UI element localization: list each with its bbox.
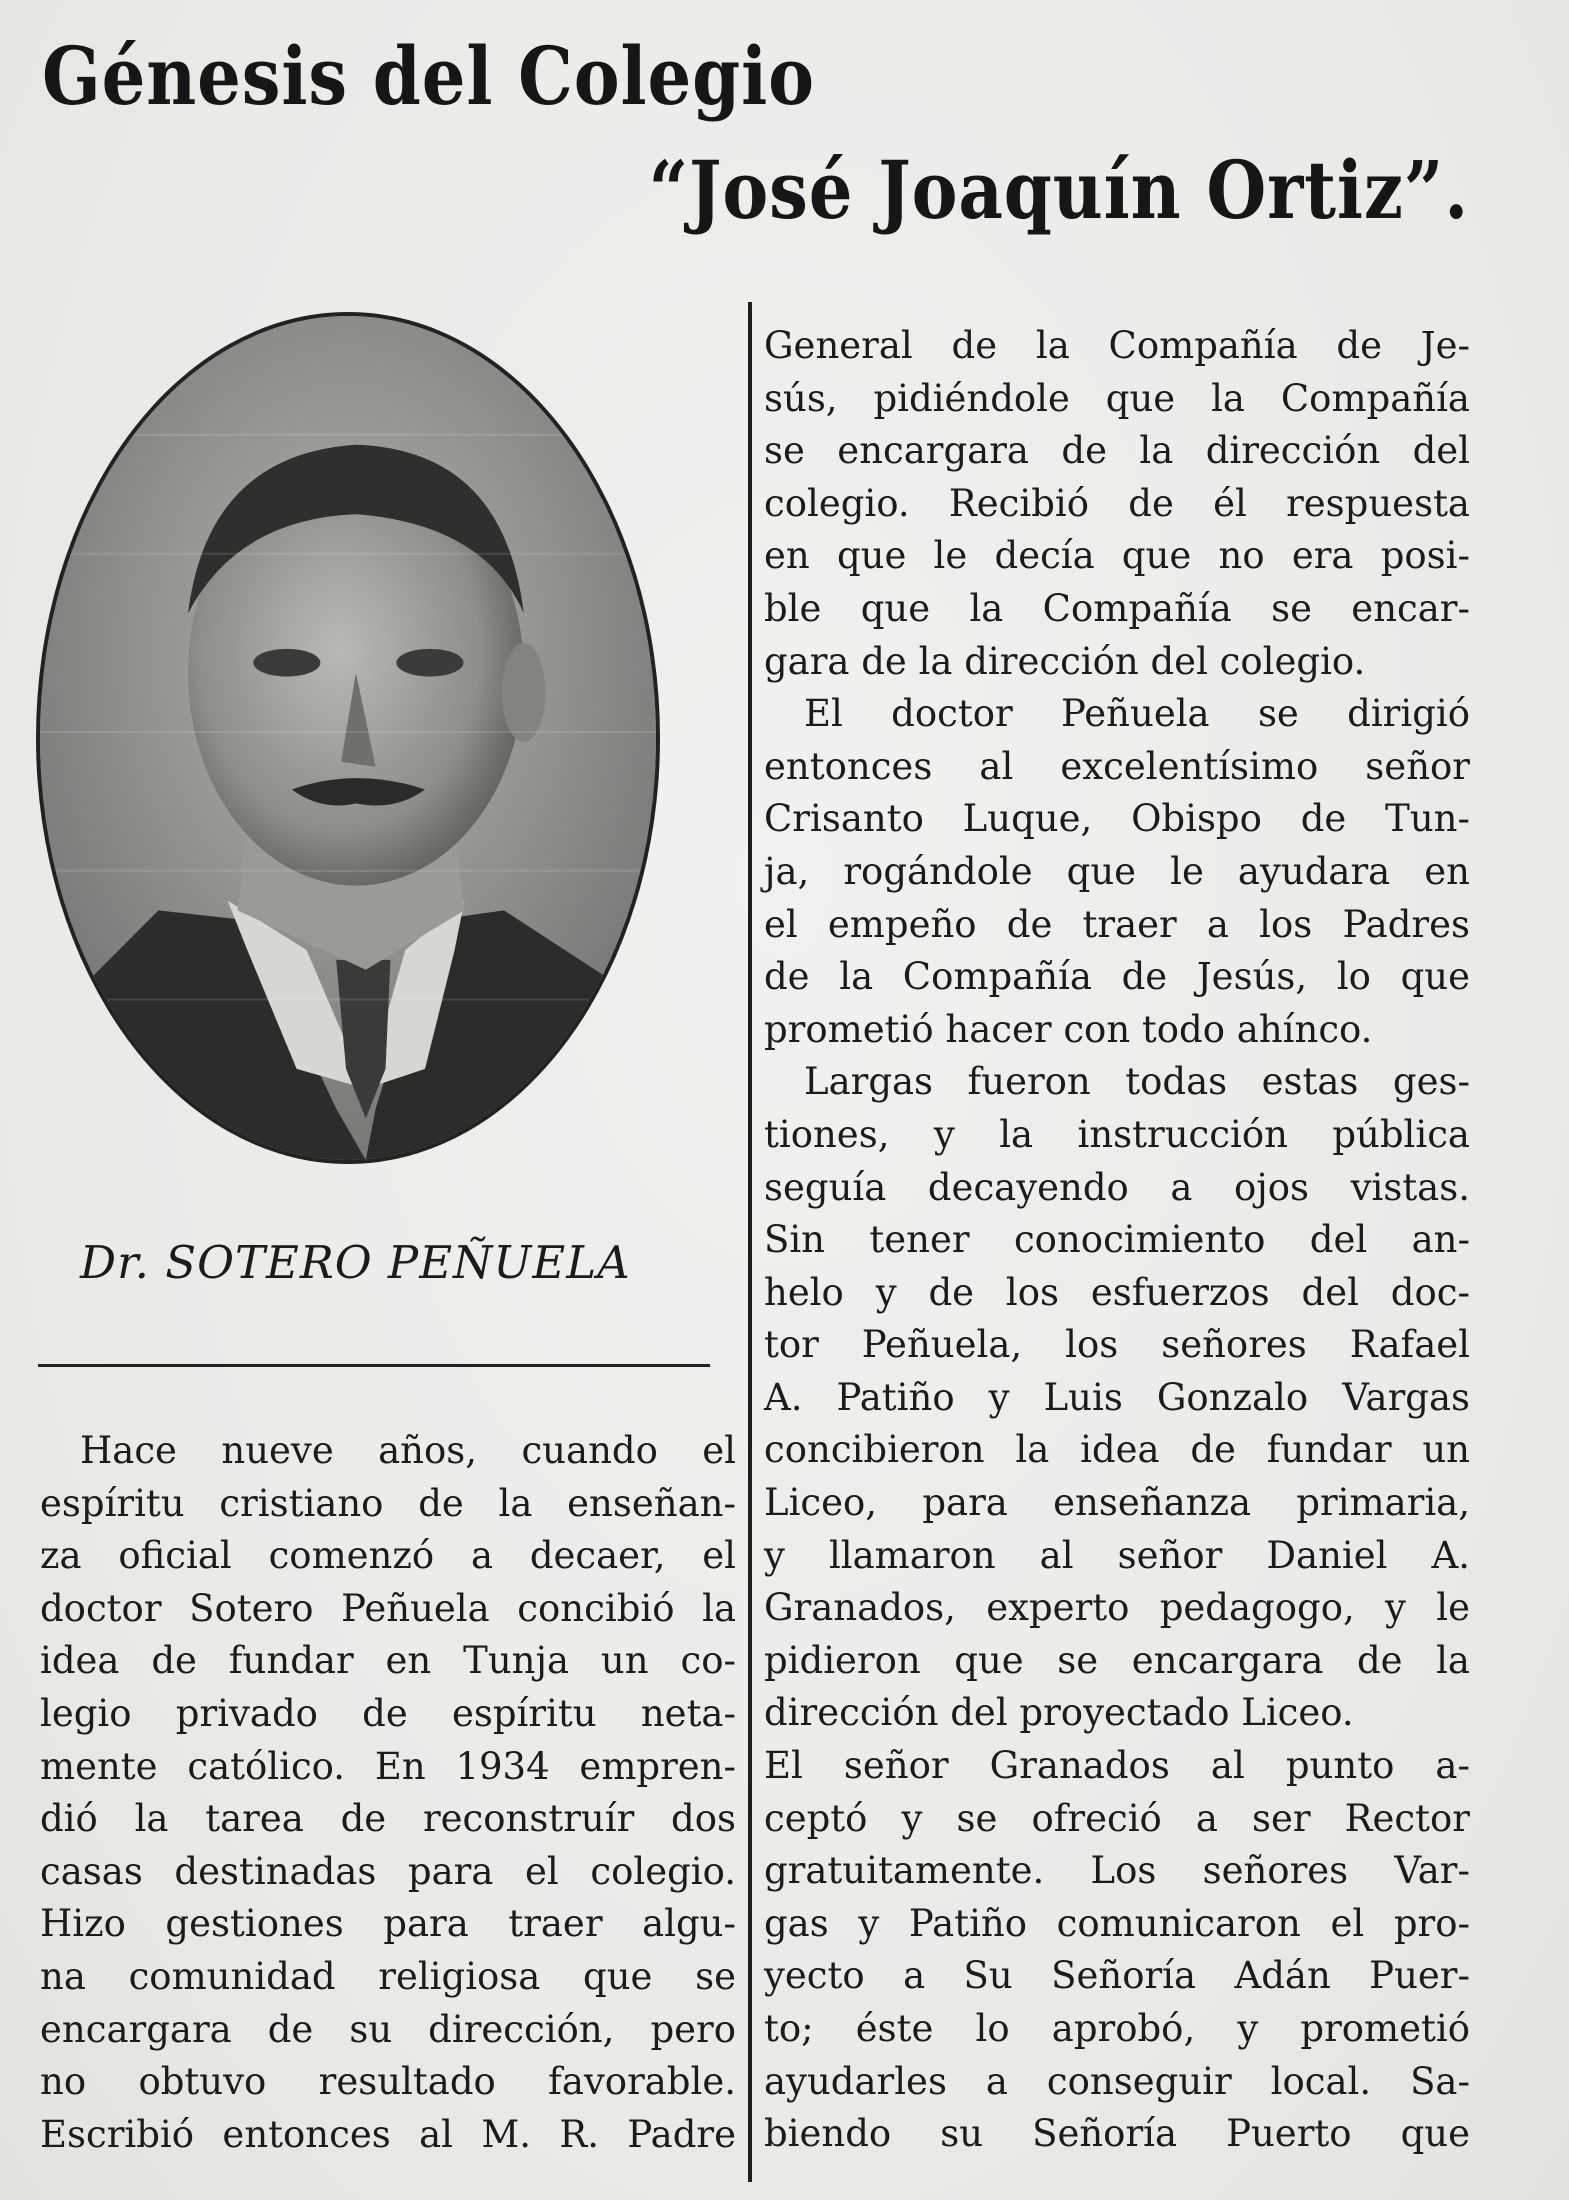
text-line: legio privado de espíritu neta-: [40, 1691, 736, 1735]
text-line: General de la Compañía de Je-: [764, 324, 1470, 367]
text-line: Liceo, para enseñanza primaria,: [764, 1481, 1470, 1525]
text-line: Hizo gestiones para traer algu-: [40, 1902, 736, 1946]
text-line: de la Compañía de Jesús, lo que: [764, 955, 1470, 999]
portrait-illustration: [40, 316, 656, 1160]
text-line: en que le decía que no era posi-: [764, 534, 1470, 578]
column-divider: [748, 302, 752, 2182]
text-line: espíritu cristiano de la enseñan-: [40, 1481, 736, 1525]
right-column-text: [764, 320, 1470, 2161]
text-line: casas destinadas para el colegio.: [40, 1849, 736, 1893]
text-line: idea de fundar en Tunja un co-: [40, 1639, 736, 1683]
text-line: doctor Sotero Peñuela concibió la: [40, 1586, 736, 1630]
text-line: helo y de los esfuerzos del doc-: [764, 1270, 1470, 1314]
text-line: Granados, experto pedagogo, y le: [764, 1586, 1470, 1630]
text-line: gratuitamente. Los señores Var-: [764, 1849, 1470, 1893]
article-title-line-2: “José Joaquín Ortiz”.: [648, 143, 1469, 237]
article-title-line-1: Génesis del Colegio: [42, 29, 815, 123]
text-line: dió la tarea de reconstruír dos: [40, 1797, 736, 1841]
text-line: biendo su Señoría Puerto que: [764, 2112, 1470, 2156]
text-line: concibieron la idea de fundar un: [764, 1428, 1470, 1472]
left-column-text: [40, 1425, 736, 2161]
text-line: A. Patiño y Luis Gonzalo Vargas: [764, 1375, 1470, 1419]
text-line: seguía decayendo a ojos vistas.: [764, 1165, 1470, 1209]
text-line: y llamaron al señor Daniel A.: [764, 1533, 1470, 1577]
text-line: za oficial comenzó a decaer, el: [40, 1534, 736, 1578]
text-line: gas y Patiño comunicaron el pro-: [764, 1901, 1470, 1945]
portrait-photo: [36, 312, 660, 1164]
text-line: ceptó y se ofreció a ser Rector: [764, 1796, 1470, 1840]
text-line: Largas fueron todas estas ges-: [804, 1060, 1470, 1104]
text-line: pidieron que se encargara de la: [764, 1638, 1470, 1682]
text-line: encargara de su dirección, pero: [40, 2007, 736, 2051]
portrait-caption: Dr. SOTERO PEÑUELA: [80, 1236, 631, 1289]
text-line: na comunidad religiosa que se: [40, 1954, 736, 1998]
text-line: Escribió entonces al M. R. Padre: [40, 2112, 736, 2156]
text-line: prometió hacer con todo ahínco.: [764, 1007, 1373, 1051]
text-line: se encargara de la dirección del: [764, 429, 1470, 473]
text-line: ble que la Compañía se encar-: [764, 586, 1470, 630]
text-line: El señor Granados al punto a-: [764, 1744, 1470, 1788]
text-line: Crisanto Luque, Obispo de Tun-: [764, 797, 1470, 841]
text-line: sús, pidiéndole que la Compañía: [764, 376, 1470, 420]
text-line: Hace nueve años, cuando el: [80, 1429, 736, 1472]
text-line: gara de la dirección del colegio.: [764, 639, 1366, 683]
text-line: entonces al excelentísimo señor: [764, 744, 1470, 788]
text-line: to; éste lo aprobó, y prometió: [764, 2007, 1470, 2050]
text-line: yecto a Su Señoría Adán Puer-: [764, 1954, 1470, 1998]
text-line: el empeño de traer a los Padres: [764, 902, 1470, 946]
caption-divider: [38, 1364, 710, 1367]
text-line: ja, rogándole que le ayudara en: [764, 849, 1470, 893]
text-line: colegio. Recibió de él respuesta: [764, 481, 1470, 525]
text-line: dirección del proyectado Liceo.: [764, 1691, 1354, 1735]
text-line: no obtuvo resultado favorable.: [40, 2060, 736, 2104]
text-line: tiones, y la instrucción pública: [764, 1112, 1470, 1156]
text-line: Sin tener conocimiento del an-: [764, 1218, 1470, 1262]
text-line: El doctor Peñuela se dirigió: [804, 692, 1470, 736]
text-line: ayudarles a conseguir local. Sa-: [764, 2059, 1470, 2103]
text-line: tor Peñuela, los señores Rafael: [764, 1323, 1470, 1367]
text-line: mente católico. En 1934 empren-: [40, 1744, 736, 1788]
